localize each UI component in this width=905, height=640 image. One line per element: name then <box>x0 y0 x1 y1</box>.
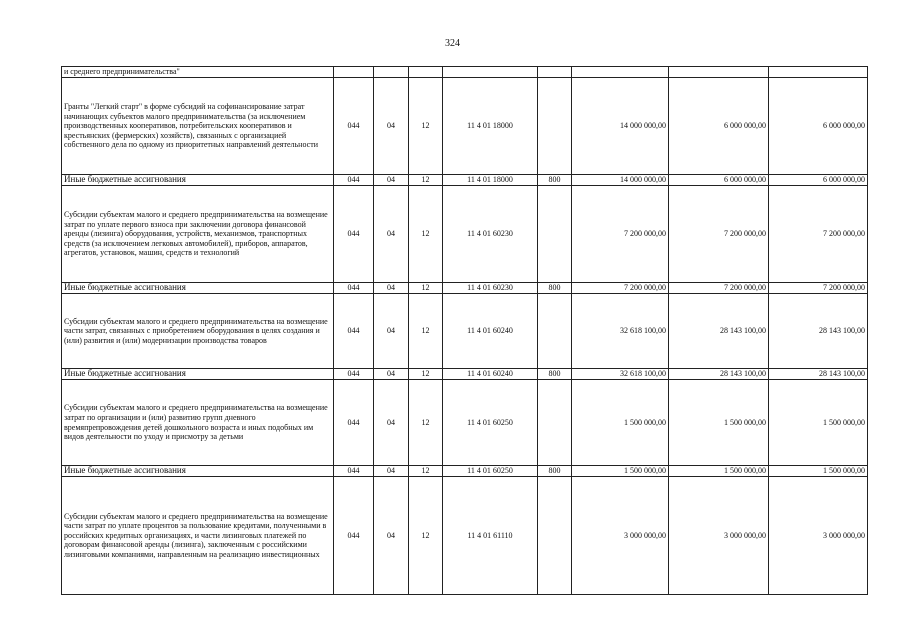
row-name: Субсидии субъектам малого и среднего предпринимательства на возмещение части затрат, связанных с приобретением оборудования в целях создания и (или) развития и (или) модернизации производства товаров <box>62 294 334 369</box>
table-row <box>62 283 868 294</box>
cell-expense-type: 800 <box>538 283 572 294</box>
cell-amount-year2: 28 143 100,00 <box>669 369 769 380</box>
row-name: Иные бюджетные ассигнования <box>62 283 334 294</box>
cell-target-article: 11 4 01 60240 <box>443 294 538 369</box>
cell-expense-type <box>538 67 572 78</box>
cell-amount-year1: 32 618 100,00 <box>572 369 669 380</box>
cell-target-article: 11 4 01 60230 <box>443 186 538 283</box>
cell-amount-year1: 1 500 000,00 <box>572 380 669 466</box>
cell-amount-year3: 7 200 000,00 <box>769 283 868 294</box>
cell-amount-year2: 7 200 000,00 <box>669 283 769 294</box>
cell-section-code: 04 <box>374 186 409 283</box>
cell-subsection-code: 12 <box>409 294 443 369</box>
cell-target-article: 11 4 01 60230 <box>443 283 538 294</box>
row-name: Иные бюджетные ассигнования <box>62 466 334 477</box>
budget-table <box>61 66 868 595</box>
row-name: Субсидии субъектам малого и среднего предпринимательства на возмещение затрат по уплате первого взноса при заключении договора финансовой аренды (лизинга) оборудования, устройств, механизмов, транспортных средств (за исключением легковых автомобилей), приборов, аппаратов, агрегатов, установок, машин, средств и технологий <box>62 186 334 283</box>
cell-section-code: 04 <box>374 175 409 186</box>
cell-section-code: 04 <box>374 283 409 294</box>
cell-amount-year2: 7 200 000,00 <box>669 186 769 283</box>
cell-target-article: 11 4 01 18000 <box>443 78 538 175</box>
cell-amount-year2 <box>669 67 769 78</box>
cell-section-code: 04 <box>374 466 409 477</box>
cell-ministry-code: 044 <box>334 186 374 283</box>
cell-ministry-code: 044 <box>334 380 374 466</box>
table-row <box>62 380 868 466</box>
cell-ministry-code: 044 <box>334 294 374 369</box>
table-row <box>62 186 868 283</box>
cell-ministry-code: 044 <box>334 78 374 175</box>
cell-section-code: 04 <box>374 380 409 466</box>
cell-amount-year1: 7 200 000,00 <box>572 186 669 283</box>
cell-ministry-code: 044 <box>334 283 374 294</box>
table-row <box>62 78 868 175</box>
cell-target-article: 11 4 01 60250 <box>443 380 538 466</box>
cell-ministry-code: 044 <box>334 369 374 380</box>
table-row <box>62 369 868 380</box>
table-row <box>62 294 868 369</box>
cell-target-article <box>443 67 538 78</box>
cell-amount-year3: 1 500 000,00 <box>769 466 868 477</box>
cell-subsection-code: 12 <box>409 283 443 294</box>
cell-amount-year3: 6 000 000,00 <box>769 175 868 186</box>
cell-amount-year3: 28 143 100,00 <box>769 294 868 369</box>
cell-subsection-code: 12 <box>409 175 443 186</box>
cell-amount-year3: 7 200 000,00 <box>769 186 868 283</box>
cell-ministry-code: 044 <box>334 477 374 595</box>
cell-subsection-code: 12 <box>409 78 443 175</box>
cell-expense-type: 800 <box>538 175 572 186</box>
cell-expense-type <box>538 380 572 466</box>
cell-amount-year3: 1 500 000,00 <box>769 380 868 466</box>
table-row <box>62 477 868 595</box>
cell-target-article: 11 4 01 60240 <box>443 369 538 380</box>
page-number: 324 <box>445 38 460 49</box>
cell-amount-year3 <box>769 67 868 78</box>
table-row <box>62 67 868 78</box>
cell-section-code <box>374 67 409 78</box>
cell-subsection-code: 12 <box>409 477 443 595</box>
cell-target-article: 11 4 01 60250 <box>443 466 538 477</box>
cell-expense-type <box>538 477 572 595</box>
cell-amount-year1: 3 000 000,00 <box>572 477 669 595</box>
cell-subsection-code: 12 <box>409 380 443 466</box>
cell-expense-type: 800 <box>538 466 572 477</box>
cell-section-code: 04 <box>374 78 409 175</box>
cell-target-article: 11 4 01 61110 <box>443 477 538 595</box>
cell-amount-year2: 6 000 000,00 <box>669 78 769 175</box>
cell-amount-year2: 6 000 000,00 <box>669 175 769 186</box>
cell-ministry-code: 044 <box>334 175 374 186</box>
cell-expense-type <box>538 294 572 369</box>
cell-amount-year3: 6 000 000,00 <box>769 78 868 175</box>
cell-section-code: 04 <box>374 294 409 369</box>
cell-expense-type <box>538 186 572 283</box>
cell-amount-year3: 28 143 100,00 <box>769 369 868 380</box>
cell-ministry-code <box>334 67 374 78</box>
table-row <box>62 466 868 477</box>
cell-amount-year1 <box>572 67 669 78</box>
cell-amount-year1: 1 500 000,00 <box>572 466 669 477</box>
cell-ministry-code: 044 <box>334 466 374 477</box>
cell-amount-year3: 3 000 000,00 <box>769 477 868 595</box>
row-name: Иные бюджетные ассигнования <box>62 175 334 186</box>
cell-amount-year2: 1 500 000,00 <box>669 466 769 477</box>
cell-section-code: 04 <box>374 369 409 380</box>
row-name: Субсидии субъектам малого и среднего предпринимательства на возмещение затрат по организации и (или) развитию групп дневного времяпрепровождения детей дошкольного возраста и иных подобных им видов деятельности по уходу и присмотру за детьми <box>62 380 334 466</box>
cell-expense-type <box>538 78 572 175</box>
cell-target-article: 11 4 01 18000 <box>443 175 538 186</box>
cell-section-code: 04 <box>374 477 409 595</box>
cell-subsection-code <box>409 67 443 78</box>
cell-amount-year2: 1 500 000,00 <box>669 380 769 466</box>
row-name: Субсидии субъектам малого и среднего предпринимательства на возмещение части затрат по уплате процентов за пользование кредитами, полученными в российских кредитных организациях, и части лизинговых платежей по договорам финансовой аренды (лизинга), заключенным с российскими лизинговыми компаниями, направленным на реализацию инвестиционных <box>62 477 334 595</box>
cell-amount-year1: 14 000 000,00 <box>572 78 669 175</box>
table-row <box>62 175 868 186</box>
cell-subsection-code: 12 <box>409 369 443 380</box>
cell-subsection-code: 12 <box>409 186 443 283</box>
cell-expense-type: 800 <box>538 369 572 380</box>
row-name: Иные бюджетные ассигнования <box>62 369 334 380</box>
cell-amount-year1: 7 200 000,00 <box>572 283 669 294</box>
cell-amount-year2: 28 143 100,00 <box>669 294 769 369</box>
row-name: Гранты "Легкий старт" в форме субсидий на софинансирование затрат начинающих субъектов малого предпринимательства (за исключением производственных кооперативов, потребительских кооперативов и крестьянских (фермерских) хозяйств), связанных с организацией собственного дела по одному из приоритетных направлений деятельности <box>62 78 334 175</box>
cell-amount-year1: 32 618 100,00 <box>572 294 669 369</box>
cell-subsection-code: 12 <box>409 466 443 477</box>
row-name: и среднего предпринимательства" <box>62 67 334 78</box>
cell-amount-year1: 14 000 000,00 <box>572 175 669 186</box>
cell-amount-year2: 3 000 000,00 <box>669 477 769 595</box>
